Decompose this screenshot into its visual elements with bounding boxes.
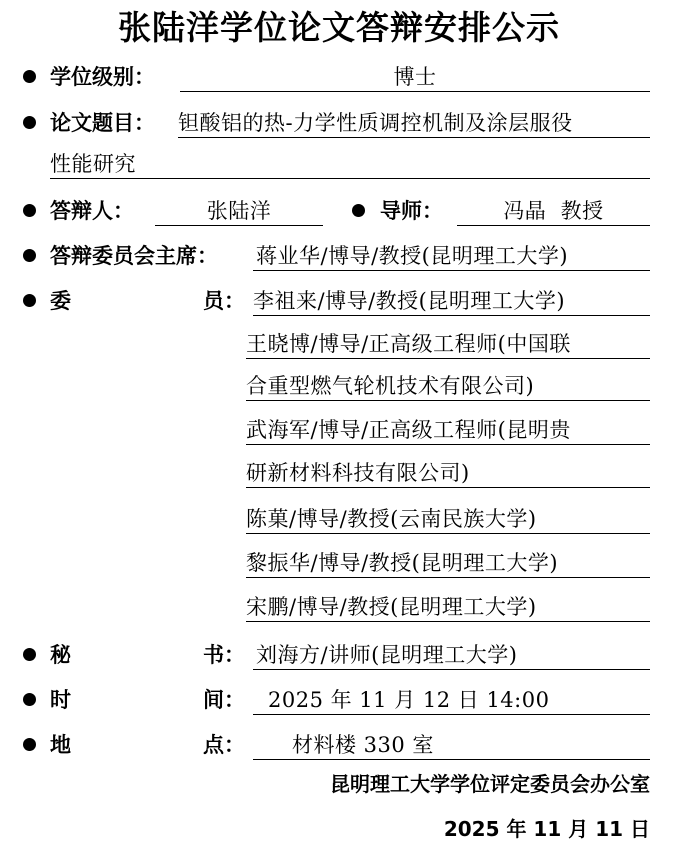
- chair-underline: [253, 270, 650, 271]
- time-underline: [253, 714, 650, 715]
- member-underline: [246, 577, 650, 578]
- degree-value: 博士: [393, 65, 437, 89]
- place-value: 材料楼 330 室: [292, 733, 434, 757]
- time-label-left: 时: [50, 688, 71, 712]
- member-line: 黎振华/博导/教授(昆明理工大学): [246, 551, 559, 575]
- issuer-office: 昆明理工大学学位评定委员会办公室: [330, 772, 650, 796]
- member-underline: [246, 444, 650, 445]
- chair-value: 蒋业华/博导/教授(昆明理工大学): [256, 244, 569, 268]
- advisor-value: 冯晶 教授: [503, 199, 604, 223]
- bullet-icon: [23, 70, 36, 83]
- secretary-underline: [253, 669, 650, 670]
- secretary-label-left: 秘: [50, 643, 71, 667]
- members-label-left: 委: [50, 289, 71, 313]
- candidate-label: 答辩人：: [50, 199, 134, 223]
- thesis-title-line1: 钽酸铝的热-力学性质调控机制及涂层服役: [178, 111, 573, 135]
- candidate-value: 张陆洋: [206, 199, 272, 223]
- secretary-label-right: 书：: [203, 643, 245, 667]
- bullet-icon: [23, 204, 36, 217]
- bullet-icon: [23, 693, 36, 706]
- candidate-underline: [155, 225, 323, 226]
- member-underline: [246, 533, 650, 534]
- member-line: 研新材料科技有限公司): [246, 461, 470, 485]
- bullet-icon: [23, 294, 36, 307]
- degree-label: 学位级别：: [50, 65, 155, 89]
- member-line: 合重型燃气轮机技术有限公司): [246, 374, 535, 398]
- member-underline: [246, 400, 650, 401]
- place-label-right: 点：: [203, 733, 245, 757]
- thesis-title-line2: 性能研究: [50, 152, 136, 176]
- bullet-icon: [23, 648, 36, 661]
- member-underline: [246, 358, 650, 359]
- member-line: 李祖来/博导/教授(昆明理工大学): [253, 289, 566, 313]
- thesis-underline-1: [178, 137, 650, 138]
- bullet-icon: [23, 738, 36, 751]
- secretary-value: 刘海方/讲师(昆明理工大学): [256, 643, 518, 667]
- member-line: 武海军/博导/正高级工程师(昆明贵: [246, 418, 571, 442]
- page-title: 张陆洋学位论文答辩安排公示: [118, 8, 560, 47]
- thesis-label: 论文题目：: [50, 111, 155, 135]
- place-underline: [253, 759, 650, 760]
- advisor-label: 导师：: [380, 199, 443, 223]
- issue-date: 2025 年 11 月 11 日: [443, 817, 650, 841]
- bullet-icon: [23, 116, 36, 129]
- member-underline: [253, 315, 650, 316]
- chair-label: 答辩委员会主席：: [50, 244, 218, 268]
- member-line: 陈菓/博导/教授(云南民族大学): [246, 507, 537, 531]
- member-underline: [246, 487, 650, 488]
- thesis-underline-2: [50, 178, 650, 179]
- advisor-underline: [457, 225, 650, 226]
- member-underline: [246, 621, 650, 622]
- time-value: 2025 年 11 月 12 日 14:00: [268, 688, 550, 712]
- time-label-right: 间：: [203, 688, 245, 712]
- member-line: 王晓博/博导/正高级工程师(中国联: [246, 332, 571, 356]
- degree-underline: [180, 91, 650, 92]
- member-line: 宋鹏/博导/教授(昆明理工大学): [246, 595, 537, 619]
- bullet-icon: [23, 249, 36, 262]
- place-label-left: 地: [50, 733, 71, 757]
- bullet-icon: [352, 204, 365, 217]
- members-label-right: 员：: [203, 289, 245, 313]
